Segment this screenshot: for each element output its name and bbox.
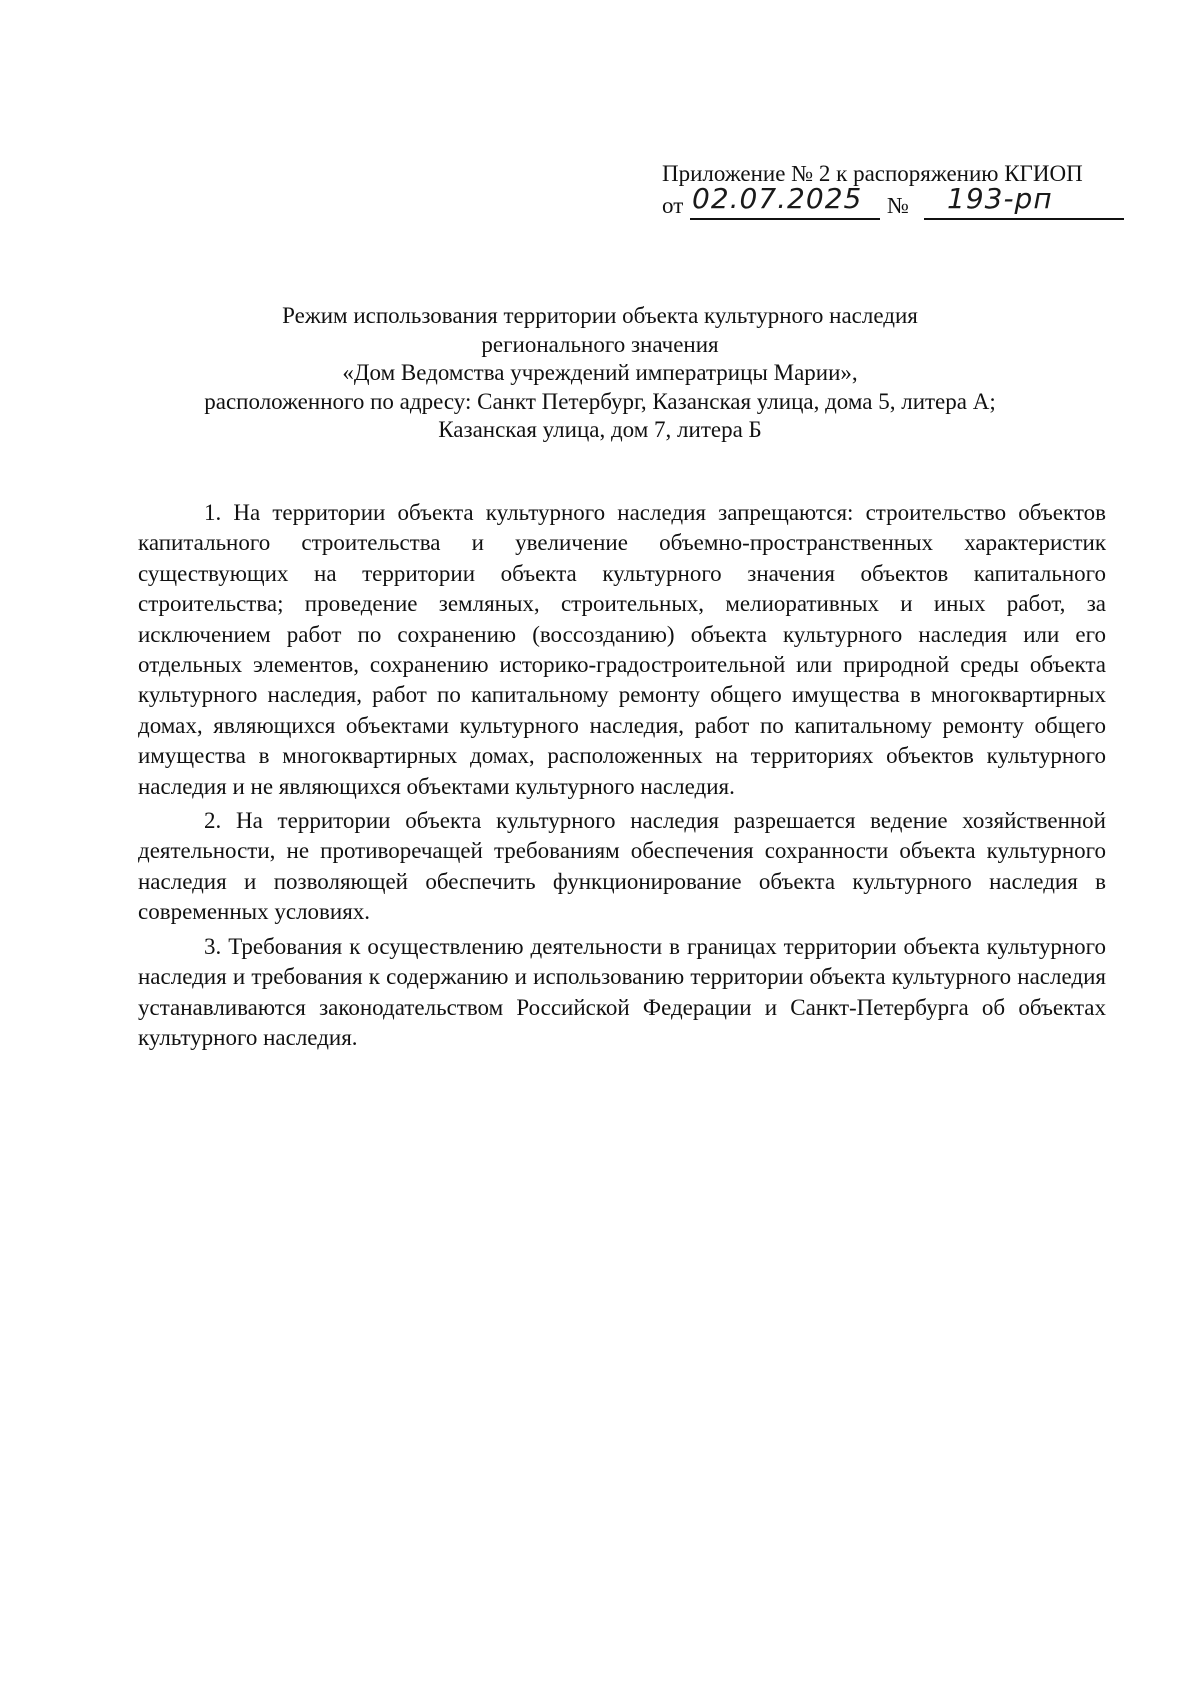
document-body xyxy=(138,498,1106,1057)
number-label: № xyxy=(887,193,909,218)
document-title xyxy=(120,302,1080,445)
title-line-5: Казанская улица, дом 7, литера Б xyxy=(438,417,762,442)
paragraph-1: 1. На территории объекта культурного наследия запрещаются: строительство объектов капитального строительства и увеличение объемно-пространственных характеристик существующих на территории объекта культурного значения объектов капитального строительства; проведение земляных, строительных, мелиоративных и иных работ, за исключением работ по сохранению (воссозданию) объекта культурного наследия или его отдельных элементов, сохранению историко-градостроительной или природной среды объекта культурного наследия, работ по капитальному ремонту общего имущества в многоквартирных домах, являющихся объектами культурного наследия, работ по капитальному ремонту общего имущества в многоквартирных домах, расположенных на территориях объектов культурного наследия и не являющихся объектами культурного наследия. xyxy=(138,500,1106,799)
handwritten-date: 02.07.2025 xyxy=(692,182,863,215)
paragraph-2: 2. На территории объекта культурного наследия разрешается ведение хозяйственной деятельности, не противоречащей требованиям обеспечения сохранности объекта культурного наследия и позволяющей обеспечить функционирование объекта культурного наследия в современных условиях. xyxy=(138,808,1106,925)
title-line-1: Режим использования территории объекта культурного наследия xyxy=(282,303,918,328)
handwritten-number: 193-рп xyxy=(947,182,1053,215)
appendix-title: Приложение № 2 к распоряжению КГИОП xyxy=(662,161,1083,186)
date-underline xyxy=(690,218,880,220)
appendix-header xyxy=(662,160,1132,224)
paragraph-3: 3. Требования к осуществлению деятельности в границах территории объекта культурного наследия и требования к содержанию и использованию территории объекта культурного наследия устанавливаются законодательством Российской Федерации и Санкт-Петербурга об объектах культурного наследия. xyxy=(138,933,1106,1050)
from-label: от xyxy=(662,193,684,218)
title-line-2: регионального значения xyxy=(481,331,719,357)
title-line-3: «Дом Ведомства учреждений императрицы Марии», xyxy=(342,360,858,385)
number-underline xyxy=(924,218,1124,220)
appendix-date-number-line xyxy=(662,182,1132,224)
title-line-4: расположенного по адресу: Санкт Петербург, Казанская улица, дома 5, литера А; xyxy=(204,388,996,414)
